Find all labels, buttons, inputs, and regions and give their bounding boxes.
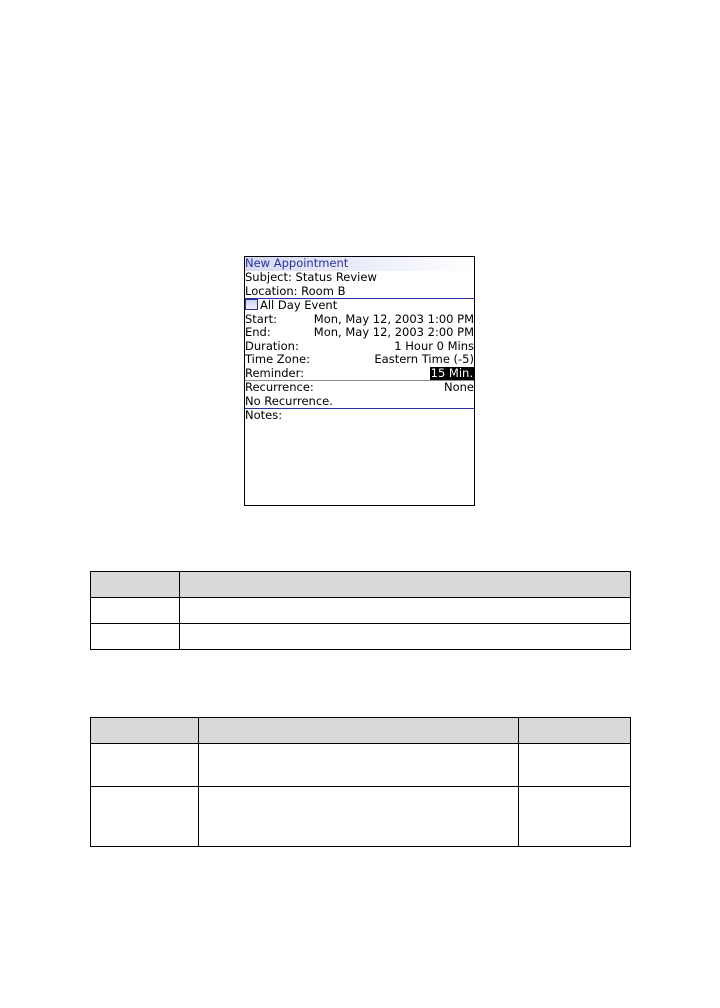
reminder-label: Reminder:: [245, 366, 305, 380]
subject-field[interactable]: [245, 271, 474, 285]
timezone-label: Time Zone:: [245, 353, 310, 366]
recurrence-summary: No Recurrence.: [245, 394, 333, 408]
subject-value[interactable]: Status Review: [295, 271, 377, 284]
end-value[interactable]: Mon, May 12, 2003 2:00 PM: [313, 326, 474, 339]
subject-label: Subject:: [245, 271, 292, 284]
column-divider: [179, 572, 180, 649]
table-header-row: [91, 572, 630, 598]
timezone-value[interactable]: Eastern Time (-5): [374, 353, 474, 366]
start-label: Start:: [245, 312, 277, 326]
row-divider: [91, 786, 630, 787]
recurrence-value[interactable]: None: [443, 381, 474, 394]
column-divider: [518, 718, 519, 846]
all-day-label: All Day Event: [260, 299, 338, 312]
table-header-row: [91, 718, 630, 744]
timezone-field[interactable]: [245, 353, 474, 367]
screen-title: New Appointment: [245, 257, 474, 271]
empty-table-1: [90, 571, 631, 650]
recurrence-label: Recurrence:: [245, 381, 314, 394]
notes-label: Notes:: [245, 409, 283, 422]
duration-label: Duration:: [245, 339, 299, 353]
new-appointment-screen: [244, 256, 475, 506]
location-label: Location:: [245, 284, 298, 298]
start-field[interactable]: [245, 313, 474, 327]
end-label: End:: [245, 326, 271, 339]
empty-table-2: [90, 717, 631, 847]
duration-value[interactable]: 1 Hour 0 Mins: [394, 339, 474, 353]
start-value[interactable]: Mon, May 12, 2003 1:00 PM: [313, 312, 474, 326]
duration-field[interactable]: [245, 340, 474, 354]
all-day-checkbox[interactable]: [245, 299, 258, 310]
recurrence-field[interactable]: [245, 381, 474, 395]
row-divider: [91, 623, 630, 624]
notes-input[interactable]: [245, 423, 474, 507]
all-day-event-option[interactable]: [245, 299, 474, 313]
location-value[interactable]: Room B: [301, 284, 346, 298]
end-field[interactable]: [245, 326, 474, 340]
reminder-value[interactable]: 15 Min.: [430, 366, 473, 380]
location-field[interactable]: [245, 285, 474, 299]
reminder-field[interactable]: [245, 367, 474, 381]
column-divider: [198, 718, 199, 846]
